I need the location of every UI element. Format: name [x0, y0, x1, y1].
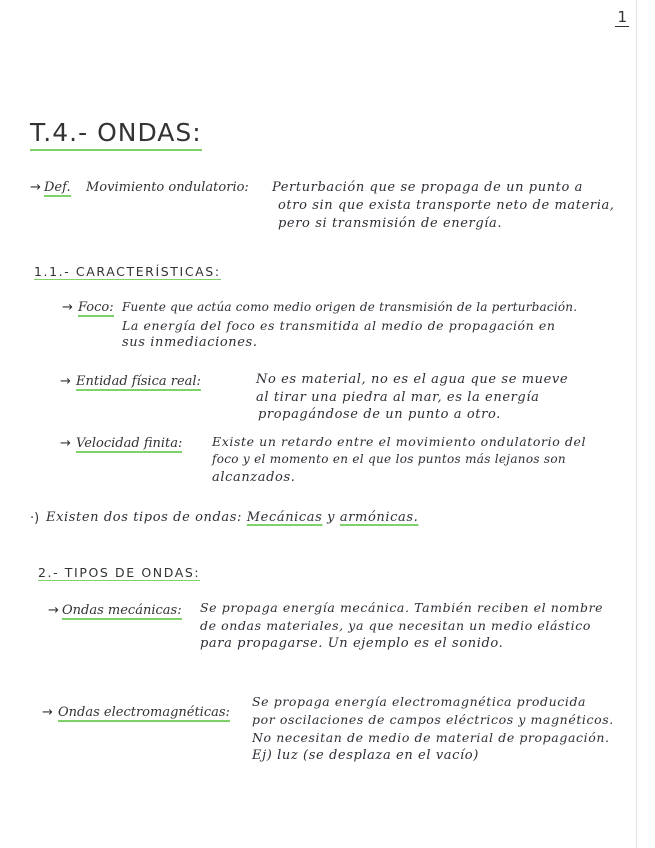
arrow-bullet-icon: → [62, 300, 73, 315]
electromagneticas-line-3: No necesitan de medio de material de propagación. [252, 730, 610, 745]
definition-label: Def. [44, 180, 71, 195]
foco-line-3: sus inmediaciones. [122, 335, 258, 350]
velocidad-line-1: Existe un retardo entre el movimiento ondulatorio del [212, 434, 587, 449]
page-number: 1 [617, 8, 627, 26]
item-label-entidad: Entidad física real: [76, 374, 201, 389]
definition-line-2: otro sin que exista transporte neto de materia, [278, 198, 615, 213]
electromagneticas-line-2: por oscilaciones de campos eléctricos y magnéticos. [252, 712, 614, 727]
entidad-line-2: al tirar una piedra al mar, es la energía [256, 390, 540, 405]
page-title: T.4.- ONDAS: [30, 118, 202, 151]
wave-types-note: Existen dos tipos de ondas: Mecánicas y armónicas. [46, 510, 419, 525]
item-label-ondas-electromagneticas: Ondas electromagnéticas: [58, 705, 230, 720]
entidad-line-3: propagándose de un punto a otro. [258, 407, 501, 422]
foco-line-1: Fuente que actúa como medio origen de transmisión de la perturbación. [122, 300, 578, 314]
page-edge-line [636, 0, 637, 848]
arrow-bullet-icon: → [60, 436, 71, 451]
item-label-velocidad: Velocidad finita: [76, 436, 183, 451]
velocidad-line-3: alcanzados. [212, 470, 296, 485]
foco-line-2: La energía del foco es transmitida al medio de propagación en [122, 318, 556, 333]
velocidad-line-2: foco y el momento en el que los puntos más lejanos son [212, 452, 566, 466]
section-heading-characteristics: 1.1.- CARACTERÍSTICAS: [34, 264, 221, 279]
item-label-ondas-mecanicas: Ondas mecánicas: [62, 603, 182, 618]
section-heading-wave-types: 2.- TIPOS DE ONDAS: [38, 565, 201, 580]
definition-term: Movimiento ondulatorio: [86, 180, 249, 195]
arrow-bullet-icon: → [42, 705, 53, 720]
arrow-bullet-icon: → [60, 374, 71, 389]
electromagneticas-line-1: Se propaga energía electromagnética producida [252, 694, 587, 709]
mecanicas-line-1: Se propaga energía mecánica. También reciben el nombre [200, 600, 604, 615]
arrow-bullet-icon: → [48, 603, 59, 618]
electromagneticas-line-4: Ej) luz (se desplaza en el vacío) [252, 748, 479, 763]
definition-line-3: pero si transmisión de energía. [278, 216, 503, 231]
dot-bullet-icon: ·) [30, 511, 40, 526]
definition-line-1: Perturbación que se propaga de un punto a [272, 180, 584, 195]
mecanicas-line-2: de ondas materiales, ya que necesitan un medio elástico [200, 618, 592, 633]
arrow-bullet-icon: → [30, 180, 41, 195]
mecanicas-line-3: para propagarse. Un ejemplo es el sonido. [200, 636, 504, 651]
item-label-foco: Foco: [78, 300, 114, 315]
entidad-line-1: No es material, no es el agua que se mueve [256, 372, 569, 387]
